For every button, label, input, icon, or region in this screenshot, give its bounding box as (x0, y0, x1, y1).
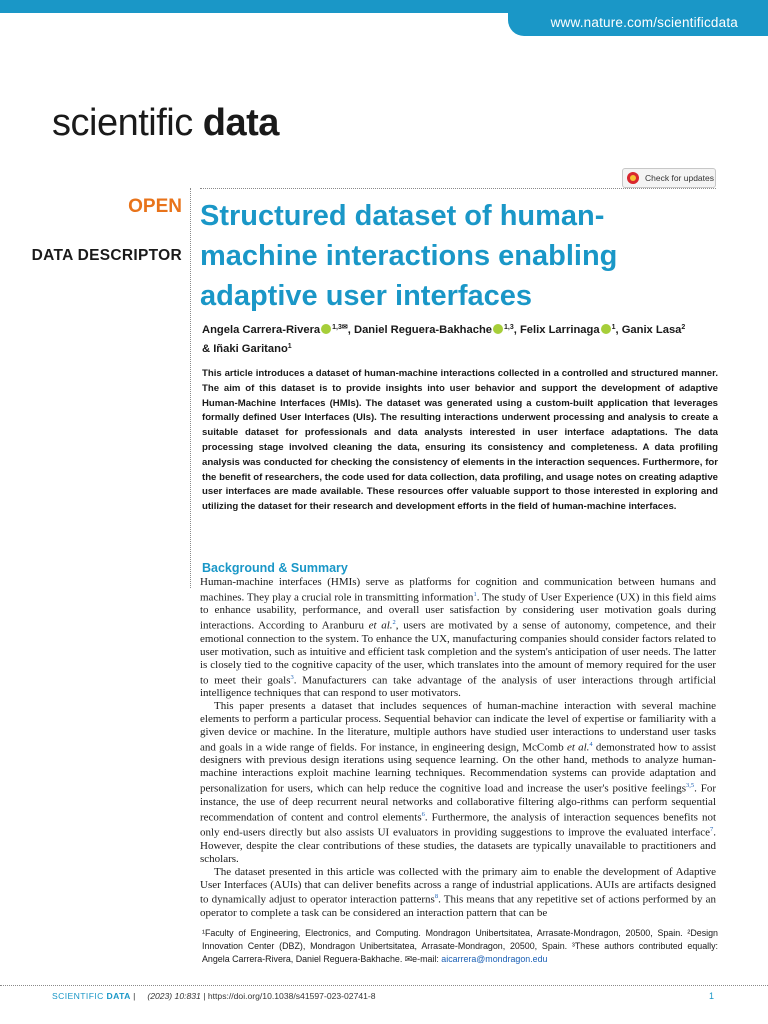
open-access-label: OPEN (128, 196, 182, 217)
author-affiliation-sup: 1,3 (504, 324, 514, 331)
reference-link[interactable]: 4 (589, 740, 593, 748)
logo-light-text: scientific (52, 102, 193, 144)
affiliations (202, 927, 718, 967)
reference-link[interactable]: 2 (392, 619, 396, 627)
author-name[interactable]: Angela Carrera-Rivera (202, 324, 321, 336)
author-name[interactable]: Felix Larrinaga (519, 324, 600, 336)
abstract: This article introduces a dataset of human-machine interactions collected in a controlled and structured manner. The aim of this dataset is to provide insights into user behavior and support the development of adaptive Human-Machine Interfaces (HMIs). The dataset was generated using a custom-built application that leverages formally defined User Interfaces (UIs). The resulting interactions underwent processing and analysis to create a suitable dataset for professionals and data analysts interested in user interface adaptations. The data processing stage involved cleaning the data, ensuring its consistency and completeness. A data profiling analysis was conducted for checking the consistency of elements in the interaction sequences. Furthermore, for the benefit of researchers, the code used for data collection, data profiling, and usage notes on creating adaptive user interfaces are made available. These resources offer valuable support to those interested in exploring and utilizing the dataset for their research and development efforts in the field of human-machine interfaces. (202, 368, 718, 513)
reference-link[interactable]: 3 (290, 673, 294, 681)
check-for-updates-button[interactable] (622, 168, 716, 188)
email-link[interactable]: aicarrera@mondragon.edu (441, 954, 548, 965)
italic-text: et al. (368, 620, 393, 633)
author-list: Angela Carrera-Rivera $^{1,3✉}$, Daniel Reguera-Bakhache $^{1,3}$, Felix Larrinaga $^1$, Ganix Lasa$^2$ & Iñaki Garitano$^1$ (202, 324, 686, 355)
column-divider (190, 188, 191, 588)
footer-citation (52, 991, 376, 1001)
author-name[interactable]: Daniel Reguera-Bakhache (353, 324, 493, 336)
page-number: 1 (708, 991, 714, 1001)
affiliations-text: ¹Faculty of Engineering, Electronics, and Computing. Mondragon Unibertsitatea, Arrasate-Mondragon, 20500, Spain. ²Design Innovation Center (DBZ), Mondragon Unibertsitatea, Arrasate-Mondragon, 20500, Spain. ³These authors contributed equally: Angela Carrera-Rivera, Daniel Reguera-Bakhache. ✉e-mail: (202, 928, 718, 965)
header-divider (200, 188, 716, 189)
orcid-icon[interactable] (493, 324, 503, 334)
body-paragraph: Human-machine interfaces (HMIs) serve as platforms for cognition and communication between humans and machines. They play a crucial role in transmitting information$^1$. The study of User Experience (UX) in this field aims to enhance usability, performance, and overall user satisfaction by considering user motivation goals during interactions. According to Aranburu et al.$^2$, users are motivated by a sense of autonomy, competence, and their emotional connection to the system. To enhance the UX, manufacturing companies should consider factors related to user motivation, such as intuitive and efficient task completion and the system's anticipation of user needs. The latter is closely tied to the cognitive capacity of the user, which translates into the amount of memory required for the user to meet their goals$^3$. Manufacturers can take advantage of the analysis of user interactions through artificial intelligence techniques that can respond to user motivators. (200, 576, 717, 700)
author-affiliation-sup: 2 (681, 324, 686, 331)
footer-journal: SCIENTIFIC DATA (52, 991, 131, 1001)
logo-bold-text: data (202, 102, 279, 144)
body-paragraph: The dataset presented in this article was collected with the primary aim to enable the development of Adaptive User Interfaces (AUIs) that can deliver benefits across a range of industrial applications. AUIs are artifacts designed to dynamically adjust to operator interaction patterns$^8$. This means that any repetitive set of actions performed by an operator to complete a task can be considered an interaction pattern that can be (200, 865, 716, 919)
reference-link[interactable]: 6 (421, 810, 425, 818)
article-title: Structured dataset of human-machine interactions enabling adaptive user interfaces (200, 200, 618, 312)
reference-link[interactable]: 7 (710, 826, 714, 834)
body-paragraph: This paper presents a dataset that includes sequences of human-machine interaction with several machine elements to perform a particular process. Sequential behavior can indicate the level of expertise or familiarity with a given device or machine. In the literature, multiple authors have studied user interactions to understand user tasks and goals in a wide range of fields. For instance, in engineering design, McComb et al.$^4$ demonstrated how to assist designers with previous design iterations using sequence learning. On the other hand, methods to analyze human-machine interactions exploit machine learning techniques. Recommendation systems can provide adaptation and personalization for users, which can help reduce the cognitive load and increase the user's positive feelings$^{3,5}$. For instance, the use of deep recurrent neural networks and collaborative filtering algo-rithms can perform sequential recommendation of content and control elements$^6$. Furthermore, the analysis of interaction sequences benefits not only end-users directly but also assists UI evaluators in providing suggestions to improve the evaluated interface$^7$. However, despite the clear contributions of these studies, the datasets are typically unavailable to practitioners and scholars. (200, 700, 717, 865)
orcid-icon[interactable] (321, 324, 331, 334)
section-heading: Background & Summary (202, 561, 348, 575)
orcid-icon[interactable] (601, 324, 611, 334)
footer-doi-link[interactable]: | https://doi.org/10.1038/s41597-023-02741-8 (203, 991, 376, 1001)
reference-link[interactable]: 1 (473, 590, 477, 598)
footer-volume: (2023) 10:831 (147, 991, 201, 1001)
author-affiliation-sup: 1 (611, 324, 616, 331)
journal-url-link[interactable]: www.nature.com/scientificdata (550, 15, 738, 30)
reference-link[interactable]: 3,5 (686, 782, 695, 790)
reference-link[interactable]: 8 (434, 893, 439, 901)
italic-text: et al. (566, 741, 590, 754)
footer-divider (0, 985, 768, 986)
section-body (200, 576, 716, 920)
crossmark-icon (627, 172, 639, 184)
footer-separator: | (133, 991, 136, 1001)
journal-logo (52, 102, 279, 145)
author-name[interactable]: Ganix Lasa (621, 324, 682, 336)
article-type-label: DATA DESCRIPTOR (31, 247, 182, 264)
author-affiliation-sup: 1 (287, 342, 292, 350)
check-for-updates-label: Check for updates (645, 173, 714, 183)
author-affiliation-sup: 1,3✉ (332, 324, 348, 331)
author-name[interactable]: & Iñaki Garitano (202, 342, 288, 355)
